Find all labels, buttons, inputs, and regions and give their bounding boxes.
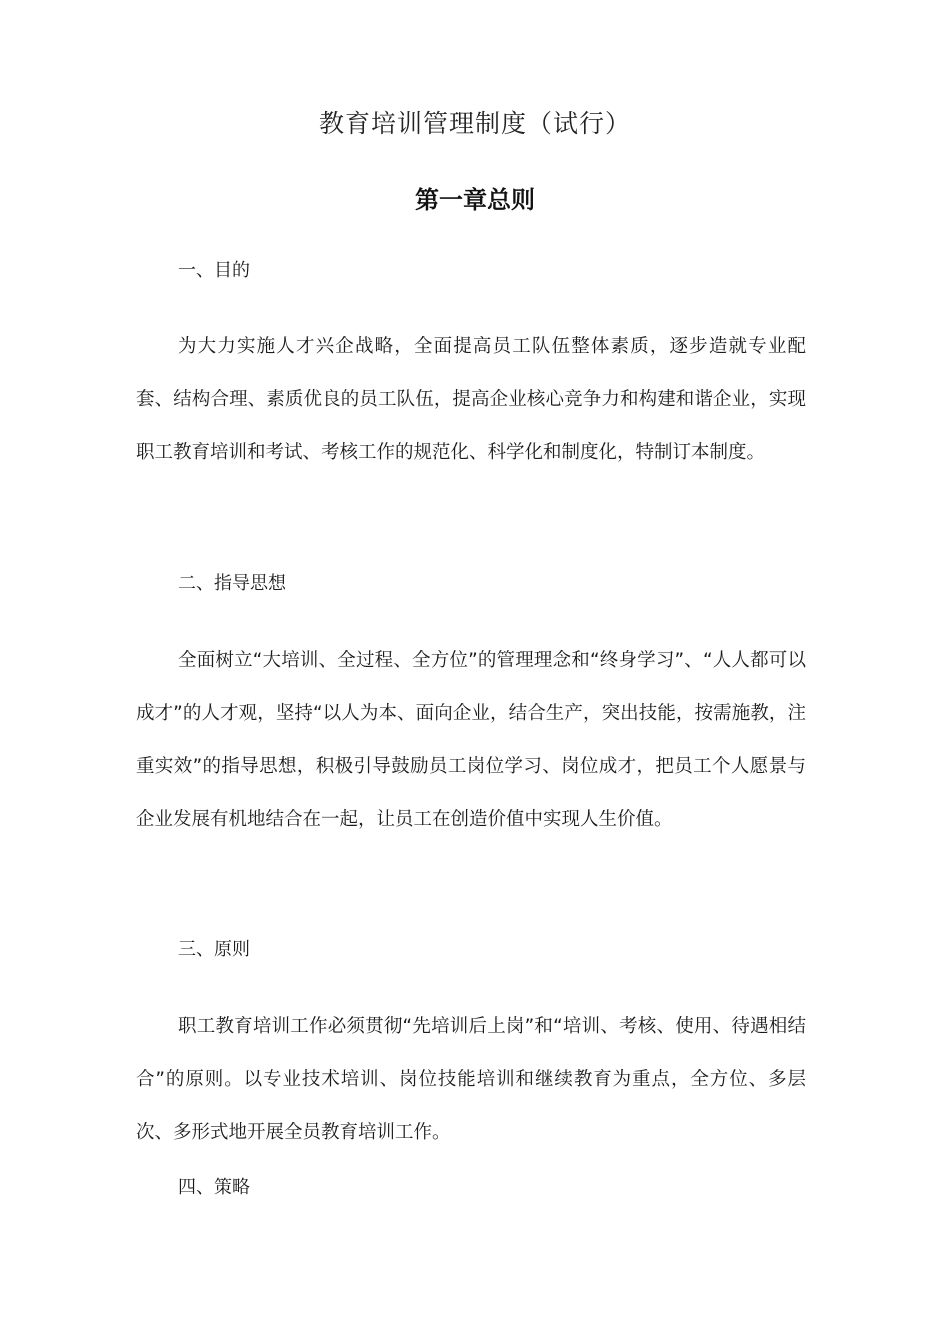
section-heading-strategy: 四、策略: [178, 1177, 250, 1198]
section-body-principles: 职工教育培训工作必须贯彻“先培训后上岗”和“培训、考核、使用、待遇相结合”的原则。以专业技术培训、岗位技能培训和继续教育为重点，全方位、多层次、多形式地开展全员教育培训工作。: [136, 1016, 806, 1143]
chapter-title: 第一章总则: [415, 186, 535, 214]
document-title: 教育培训管理制度（试行）: [318, 109, 631, 138]
section-heading-guiding-ideology: 二、指导思想: [178, 573, 286, 594]
section-heading-principles: 三、原则: [178, 939, 250, 960]
section-body-purpose: 为大力实施人才兴企战略，全面提高员工队伍整体素质，逐步造就专业配套、结构合理、素质优良的员工队伍，提高企业核心竞争力和构建和谐企业，实现职工教育培训和考试、考核工作的规范化、科学化和制度化，特制订本制度。: [136, 336, 806, 463]
section-heading-purpose: 一、目的: [178, 260, 250, 281]
section-body-guiding-ideology: 全面树立“大培训、全过程、全方位”的管理理念和“终身学习”、“人人都可以成才”的人才观，坚持“以人为本、面向企业，结合生产，突出技能，按需施教，注重实效”的指导思想，积极引导鼓励员工岗位学习、岗位成才，把员工个人愿景与企业发展有机地结合在一起，让员工在创造价值中实现人生价值。: [136, 650, 806, 830]
